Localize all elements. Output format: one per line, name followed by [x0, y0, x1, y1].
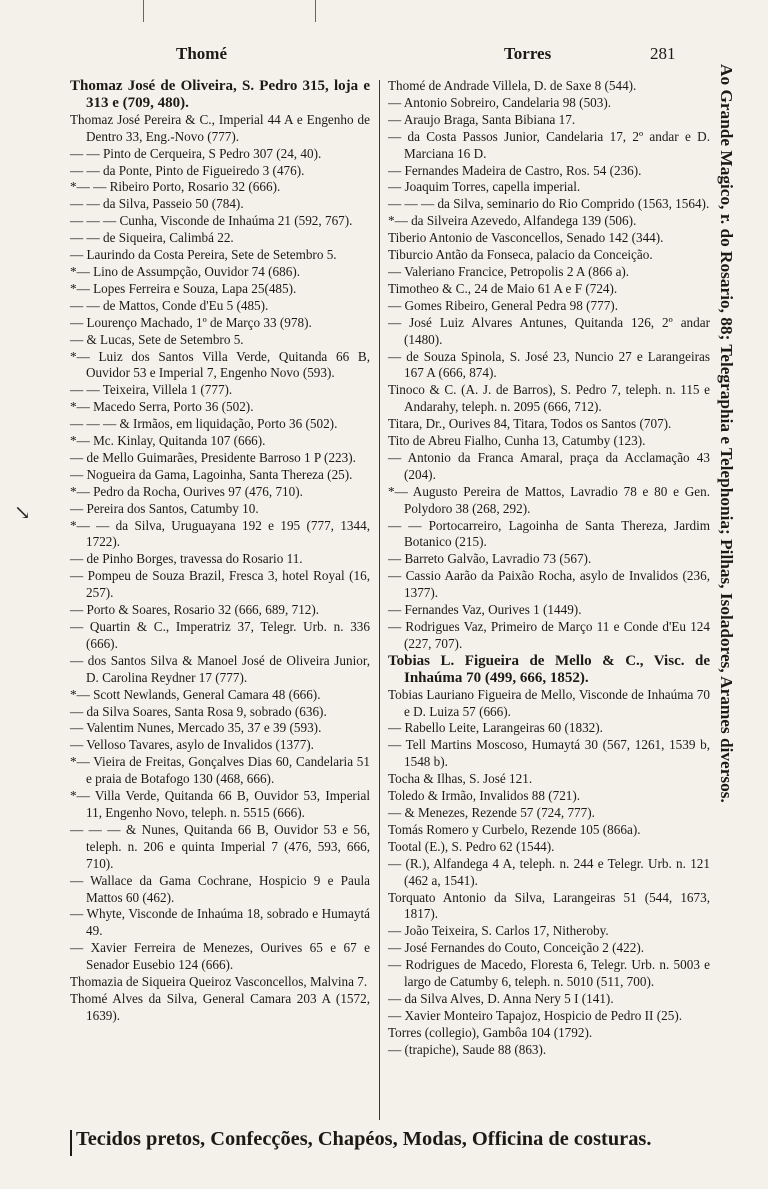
directory-entry: — Lourenço Machado, 1º de Março 33 (978).: [70, 314, 312, 330]
directory-entry: — Valentim Nunes, Mercado 35, 37 e 39 (593).: [70, 720, 322, 736]
directory-entry: — Cassio Aarão da Paixão Rocha, asylo de Invalidos (236, 1377).: [388, 568, 710, 601]
directory-entry: — Nogueira da Gama, Lagoinha, Santa Thereza (25).: [70, 466, 353, 482]
directory-entry: — Araujo Braga, Santa Bibiana 17.: [388, 111, 576, 127]
column-divider: [379, 80, 380, 1120]
directory-entry: — — — Cunha, Visconde de Inhaúma 21 (592, 767).: [70, 213, 353, 229]
directory-entry: — dos Santos Silva & Manoel José de Oliveira Junior, D. Carolina Reydner 17 (777).: [70, 652, 370, 685]
directory-entry: — & Menezes, Rezende 57 (724, 777).: [388, 804, 595, 820]
directory-entry: Tocha & Ilhas, S. José 121.: [388, 771, 533, 787]
directory-entry: Torres (collegio), Gambôa 104 (1792).: [388, 1024, 593, 1040]
directory-entry: — de Pinho Borges, travessa do Rosario 11.: [70, 551, 303, 567]
directory-entry: Thomaz José Pereira & C., Imperial 44 A e Engenho de Dentro 33, Eng.-Novo (777).: [70, 111, 370, 144]
directory-entry: *— da Silveira Azevedo, Alfandega 139 (506).: [388, 213, 637, 229]
header-left: Thomé: [176, 44, 227, 63]
directory-entry: — Pompeu de Souza Brazil, Fresca 3, hotel Royal (16, 257).: [70, 568, 370, 601]
directory-entry: — da Silva Alves, D. Anna Nery 5 I (141).: [388, 990, 614, 1006]
directory-entry: — Xavier Monteiro Tapajoz, Hospicio de Pedro II (25).: [388, 1007, 683, 1023]
directory-entry: — — de Siqueira, Calimbá 22.: [70, 230, 234, 246]
directory-entry: — da Costa Passos Junior, Candelaria 17, 2º andar e D. Marciana 16 D.: [388, 128, 710, 161]
page-header: [72, 44, 712, 70]
directory-entry: Tiberio Antonio de Vasconcellos, Senado 142 (344).: [388, 230, 664, 246]
footer-rule: [70, 1130, 72, 1156]
directory-entry: — Rabello Leite, Larangeiras 60 (1832).: [388, 720, 603, 736]
side-advertisement: Ao Grande Magico, r. do Rosario, 88; Telegraphia e Telephonia; Pilhas, Isoladores, Arames diversos.: [717, 64, 736, 803]
directory-entry: Tomás Romero y Curbelo, Rezende 105 (866a).: [388, 821, 641, 837]
directory-entry: — Fernandes Vaz, Ourives 1 (1449).: [388, 602, 582, 618]
directory-entry: — — da Silva, Passeio 50 (784).: [70, 196, 244, 212]
directory-entry: — Antonio Sobreiro, Candelaria 98 (503).: [388, 94, 612, 110]
directory-entry: — José Luiz Alvares Antunes, Quitanda 126, 2º andar (1480).: [388, 314, 710, 347]
directory-entry: Tito de Abreu Fialho, Cunha 13, Catumby (123).: [388, 433, 646, 449]
directory-entry: — Rodrigues de Macedo, Floresta 6, Telegr. Urb. n. 5003 e largo de Catumby 6, teleph. n. 5010 (511, 700).: [388, 957, 710, 990]
directory-entry: — — de Mattos, Conde d'Eu 5 (485).: [70, 297, 269, 313]
directory-entry: *— Scott Newlands, General Camara 48 (666).: [70, 686, 321, 702]
directory-entry: *— Lino de Assumpção, Ouvidor 74 (686).: [70, 263, 301, 279]
directory-entry: — de Mello Guimarães, Presidente Barroso 1 P (223).: [70, 449, 356, 465]
directory-entry: Tobias Lauriano Figueira de Mello, Visconde de Inhaúma 70 e D. Luiza 57 (666).: [388, 686, 710, 719]
directory-entry: Thomé Alves da Silva, General Camara 203 A (1572, 1639).: [70, 990, 370, 1023]
directory-entry: — — Pinto de Cerqueira, S Pedro 307 (24, 40).: [70, 145, 322, 161]
directory-entry: — Xavier Ferreira de Menezes, Ourives 65 e 67 e Senador Eusebio 124 (666).: [70, 940, 370, 973]
directory-entry: *— Vieira de Freitas, Gonçalves Dias 60, Candelaria 51 e praia de Botafogo 130 (468, 666).: [70, 754, 370, 787]
directory-entry: — (R.), Alfandega 4 A, teleph. n. 244 e Telegr. Urb. n. 121 (462 a, 1541).: [388, 855, 710, 888]
directory-entry: Thomazia de Siqueira Queiroz Vasconcellos, Malvina 7.: [70, 974, 368, 990]
directory-entry: — Joaquim Torres, capella imperial.: [388, 179, 581, 195]
directory-entry: Thomé de Andrade Villela, D. de Saxe 8 (544).: [388, 78, 637, 93]
directory-entry: — de Souza Spinola, S. José 23, Nuncio 27 e Larangeiras 167 A (666, 874).: [388, 348, 710, 381]
directory-entry: Toledo & Irmão, Invalidos 88 (721).: [388, 788, 581, 804]
directory-entry: — Fernandes Madeira de Castro, Ros. 54 (236).: [388, 162, 642, 178]
directory-entry: *— Augusto Pereira de Mattos, Lavradio 78 e 80 e Gen. Polydoro 38 (268, 292).: [388, 483, 710, 516]
directory-entry: *— Luiz dos Santos Villa Verde, Quitanda 66 B, Ouvidor 53 e Imperial 7, Engenho Novo (593).: [70, 348, 370, 381]
directory-entry: — Laurindo da Costa Pereira, Sete de Setembro 5.: [70, 247, 337, 263]
directory-entry: — Whyte, Visconde de Inhaúma 18, sobrado e Humaytá 49.: [70, 906, 370, 939]
directory-entry: *— Pedro da Rocha, Ourives 97 (476, 710).: [70, 483, 303, 499]
left-column: [70, 78, 370, 1025]
directory-entry: — José Fernandes do Couto, Conceição 2 (422).: [388, 940, 645, 956]
directory-entry: Torquato Antonio da Silva, Larangeiras 51 (544, 1673, 1817).: [388, 889, 710, 922]
directory-entry: — — — da Silva, seminario do Rio Comprido (1563, 1564).: [388, 196, 710, 212]
directory-entry: Titara, Dr., Ourives 84, Titara, Todos os Santos (707).: [388, 416, 672, 432]
directory-entry: — Tell Martins Moscoso, Humaytá 30 (567, 1261, 1539 b, 1548 b).: [388, 737, 710, 770]
directory-entry: — — — & Irmãos, em liquidação, Porto 36 (502).: [70, 416, 338, 432]
directory-entry: *— Villa Verde, Quitanda 66 B, Ouvidor 53, Imperial 11, Engenho Novo, teleph. n. 5515 (666).: [70, 788, 370, 820]
directory-entry: — Antonio da Franca Amaral, praça da Acclamação 43 (204).: [388, 449, 710, 482]
directory-entry: — — Portocarreiro, Lagoinha de Santa Thereza, Jardim Botanico (215).: [388, 517, 710, 550]
right-column: [388, 78, 710, 1059]
directory-entry: Tootal (E.), S. Pedro 62 (1544).: [388, 838, 555, 854]
page-number: 281: [650, 44, 676, 63]
directory-entry: Tiburcio Antão da Fonseca, palacio da Conceição.: [388, 247, 653, 263]
directory-entry: *— — Ribeiro Porto, Rosario 32 (666).: [70, 179, 281, 195]
directory-entry: Tinoco & C. (A. J. de Barros), S. Pedro 7, teleph. n. 115 e Andarahy, teleph. n. 2095 (666, 712).: [388, 382, 710, 415]
directory-entry: — — Teixeira, Villela 1 (777).: [70, 382, 233, 398]
directory-entry: Tobias L. Figueira de Mello & C., Visc. de Inhaúma 70 (499, 666, 1852).: [388, 652, 710, 686]
directory-entry: — — — & Nunes, Quitanda 66 B, Ouvidor 53 e 56, teleph. n. 206 e quinta Imperial 7 (476, 593, 666, 710).: [70, 821, 370, 871]
directory-entry: — — da Ponte, Pinto de Figueiredo 3 (476).: [70, 162, 305, 178]
directory-entry: — Pereira dos Santos, Catumby 10.: [70, 500, 259, 516]
directory-entry: *— Macedo Serra, Porto 36 (502).: [70, 399, 254, 415]
directory-entry: — Porto & Soares, Rosario 32 (666, 689, 712).: [70, 602, 320, 618]
scan-mark: [143, 0, 144, 22]
directory-entry: — (trapiche), Saude 88 (863).: [388, 1041, 547, 1057]
directory-entry: — Rodrigues Vaz, Primeiro de Março 11 e Conde d'Eu 124 (227, 707).: [388, 619, 710, 651]
directory-entry: — Velloso Tavares, asylo de Invalidos (1377).: [70, 737, 314, 753]
directory-entry: *— — da Silva, Uruguayana 192 e 195 (777, 1344, 1722).: [70, 517, 370, 550]
directory-entry: — da Silva Soares, Santa Rosa 9, sobrado (636).: [70, 703, 327, 719]
directory-entry: — Wallace da Gama Cochrane, Hospicio 9 e Paula Mattos 60 (462).: [70, 872, 370, 905]
directory-entry: Thomaz José de Oliveira, S. Pedro 315, loja e 313 e (709, 480).: [70, 78, 370, 111]
directory-entry: — João Teixeira, S. Carlos 17, Nitheroby.: [388, 923, 609, 939]
directory-entry: Timotheo & C., 24 de Maio 61 A e F (724).: [388, 280, 618, 296]
margin-mark-icon: ↘: [14, 502, 31, 524]
footer-advertisement: Tecidos pretos, Confecções, Chapéos, Modas, Officina de costuras.: [76, 1128, 652, 1150]
header-center: Torres: [504, 44, 552, 63]
directory-entry: — Quartin & C., Imperatriz 37, Telegr. Urb. n. 336 (666).: [70, 619, 370, 651]
directory-entry: *— Lopes Ferreira e Souza, Lapa 25(485).: [70, 280, 297, 296]
directory-entry: — & Lucas, Sete de Setembro 5.: [70, 331, 244, 347]
directory-entry: *— Mc. Kinlay, Quitanda 107 (666).: [70, 433, 266, 449]
directory-entry: — Valeriano Francice, Petropolis 2 A (866 a).: [388, 263, 630, 279]
scan-mark: [315, 0, 316, 22]
directory-entry: — Barreto Galvão, Lavradio 73 (567).: [388, 551, 592, 567]
directory-entry: — Gomes Ribeiro, General Pedra 98 (777).: [388, 297, 618, 313]
